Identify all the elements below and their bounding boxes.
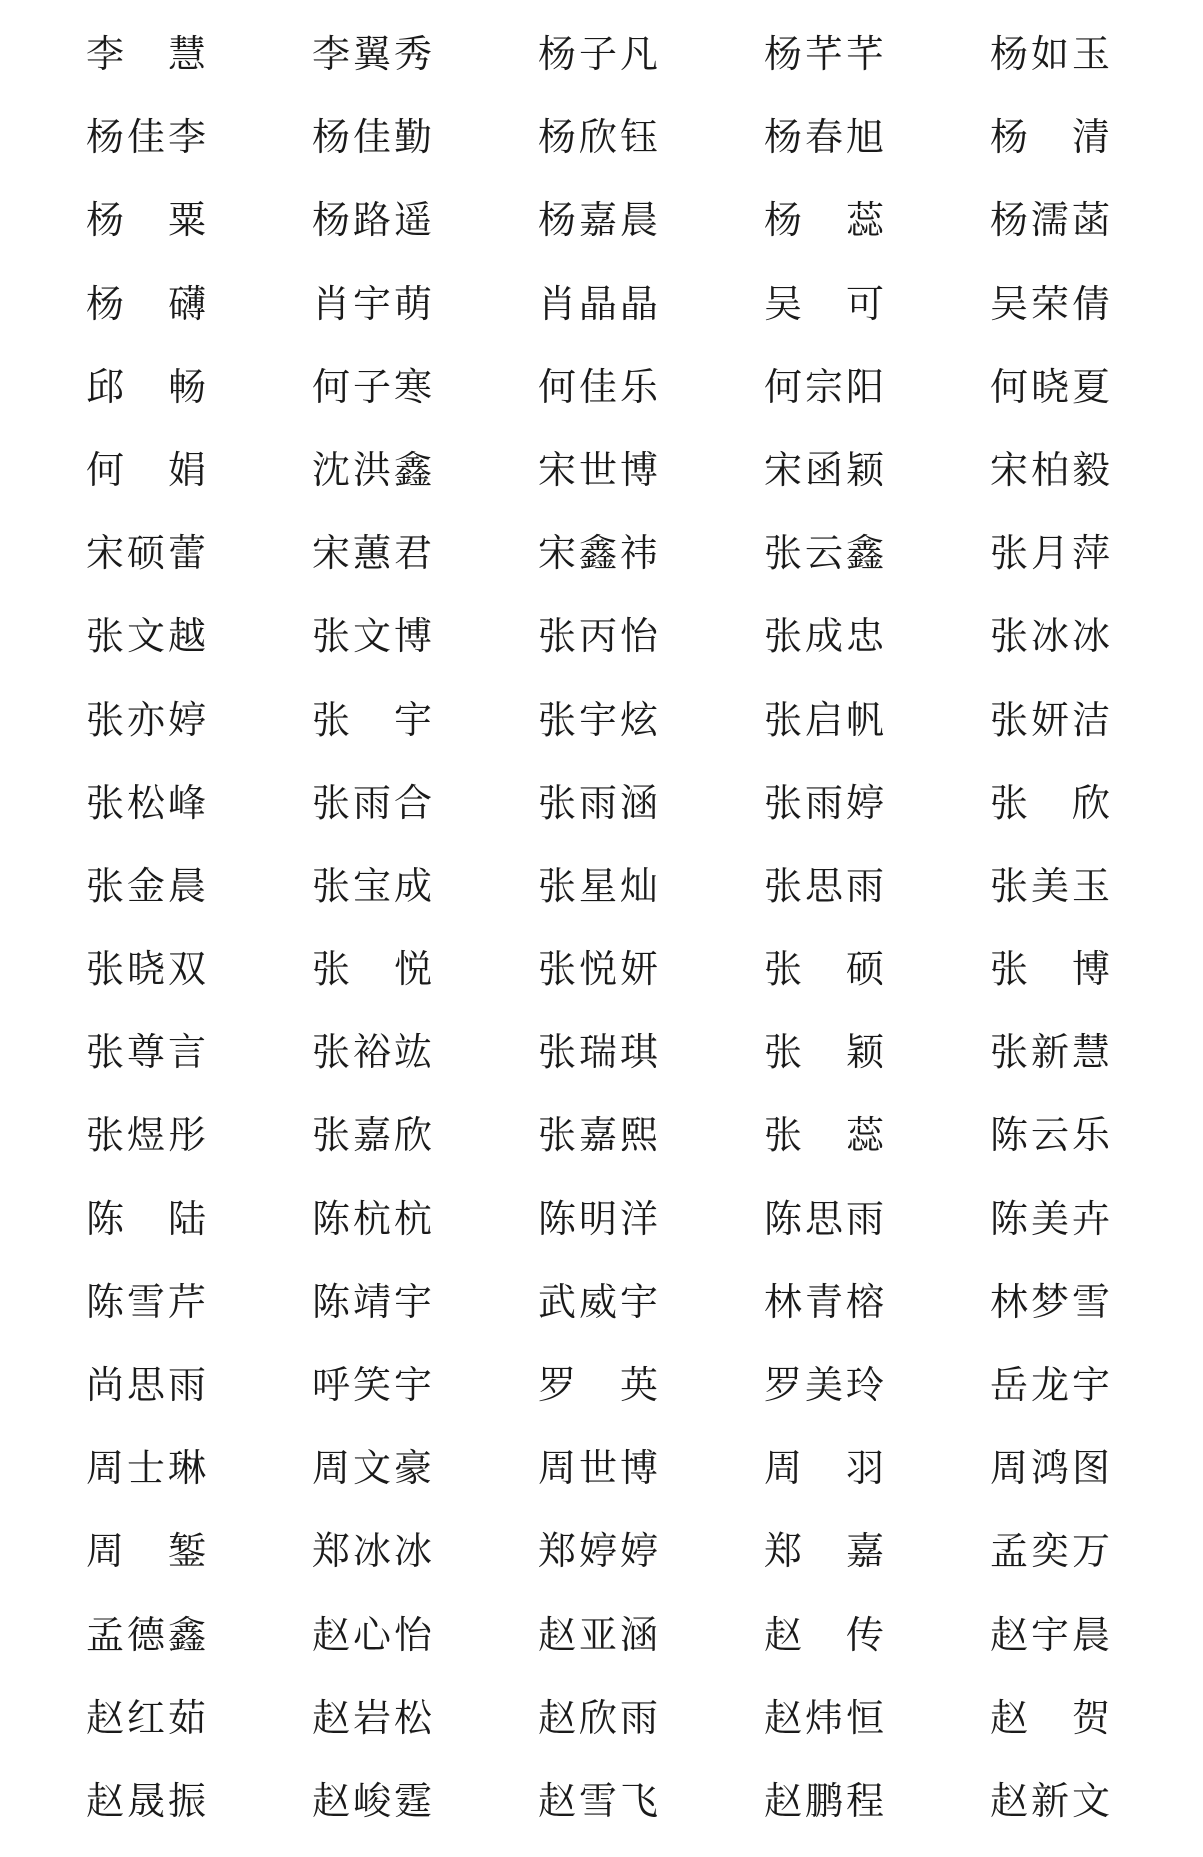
person-name: 杨 芊 芊 <box>764 32 884 76</box>
person-name: 张 丙 怡 <box>538 614 658 659</box>
name-cell <box>312 1441 538 1524</box>
person-name: 杨 佳 李 <box>86 115 206 160</box>
person-name: 周 鸿 图 <box>990 1446 1110 1491</box>
person-name: 杨 嘉 晨 <box>538 198 658 243</box>
name-cell <box>990 1275 1203 1358</box>
person-name: 林 青 榕 <box>764 1279 884 1324</box>
name-cell <box>312 1358 538 1441</box>
person-name: 郑 冰 冰 <box>312 1529 432 1574</box>
person-name: 张 硕 <box>764 947 884 992</box>
person-name: 周 羽 <box>764 1446 884 1491</box>
person-name: 张 悦 <box>312 947 432 992</box>
person-name: 张 月 萍 <box>990 531 1110 576</box>
person-name: 邱 畅 <box>86 364 206 409</box>
name-cell <box>312 1108 538 1191</box>
name-cell <box>764 1275 990 1358</box>
person-name: 赵 传 <box>764 1612 884 1657</box>
person-name: 张 思 雨 <box>764 863 884 908</box>
person-name: 张 宇 炫 <box>538 697 658 742</box>
person-name: 孟 德 鑫 <box>86 1612 206 1657</box>
name-cell <box>538 526 764 609</box>
name-cell <box>538 1358 764 1441</box>
person-name: 李 翼 秀 <box>312 32 432 76</box>
person-name: 周 錾 <box>86 1529 206 1574</box>
name-cell <box>764 1774 990 1857</box>
person-name: 周 文 豪 <box>312 1446 432 1491</box>
name-cell <box>764 27 990 110</box>
person-name: 张 晓 双 <box>86 947 206 992</box>
name-cell <box>86 443 312 526</box>
name-cell <box>312 609 538 692</box>
name-cell <box>990 526 1203 609</box>
name-cell <box>764 193 990 276</box>
name-cell <box>86 1108 312 1191</box>
person-name: 周 士 琳 <box>86 1446 206 1491</box>
person-name: 张 文 博 <box>312 614 432 659</box>
person-name: 张 松 峰 <box>86 780 206 825</box>
name-cell <box>312 360 538 443</box>
person-name: 杨 佳 勤 <box>312 115 432 160</box>
person-name: 赵 新 文 <box>990 1778 1110 1823</box>
name-cell <box>764 942 990 1025</box>
name-cell <box>86 1358 312 1441</box>
name-cell <box>312 1275 538 1358</box>
name-cell <box>86 859 312 942</box>
name-cell <box>990 277 1203 360</box>
name-cell <box>538 1691 764 1774</box>
person-name: 张 颖 <box>764 1030 884 1075</box>
name-cell <box>86 1524 312 1607</box>
name-cell <box>312 27 538 110</box>
name-cell <box>990 1524 1203 1607</box>
person-name: 张 金 晨 <box>86 863 206 908</box>
name-cell <box>538 1774 764 1857</box>
person-name: 罗 英 <box>538 1363 658 1407</box>
person-name: 吴 可 <box>764 281 884 326</box>
person-name: 宋 硕 蕾 <box>86 531 206 576</box>
name-cell <box>990 193 1203 276</box>
person-name: 张 欣 <box>990 780 1110 825</box>
person-name: 何 宗 阳 <box>764 364 884 409</box>
person-name: 杨 清 <box>990 115 1110 160</box>
name-cell <box>86 360 312 443</box>
person-name: 张 雨 合 <box>312 780 432 825</box>
person-name: 张 冰 冰 <box>990 614 1110 659</box>
person-name: 张 成 忠 <box>764 614 884 659</box>
name-cell <box>764 859 990 942</box>
person-name: 杨 欣 钰 <box>538 115 658 160</box>
name-cell <box>312 942 538 1025</box>
person-name: 周 世 博 <box>538 1446 658 1491</box>
name-cell <box>312 277 538 360</box>
person-name: 张 美 玉 <box>990 863 1110 908</box>
person-name: 赵 欣 雨 <box>538 1695 658 1740</box>
person-name: 杨 子 凡 <box>538 32 658 76</box>
person-name: 陈 杭 杭 <box>312 1196 432 1241</box>
name-cell <box>990 110 1203 193</box>
person-name: 肖 晶 晶 <box>538 281 658 326</box>
person-name: 陈 雪 芹 <box>86 1279 206 1324</box>
name-cell <box>312 859 538 942</box>
name-cell <box>538 609 764 692</box>
person-name: 张 文 越 <box>86 614 206 659</box>
name-cell <box>990 609 1203 692</box>
name-cell <box>86 27 312 110</box>
name-cell <box>538 1608 764 1691</box>
person-name: 岳 龙 宇 <box>990 1363 1110 1407</box>
name-cell <box>990 360 1203 443</box>
person-name: 赵 贺 <box>990 1695 1110 1740</box>
person-name: 杨 礴 <box>86 281 206 326</box>
person-name: 宋 世 博 <box>538 447 658 492</box>
name-cell <box>764 1358 990 1441</box>
person-name: 张 新 慧 <box>990 1030 1110 1075</box>
name-cell <box>86 1025 312 1108</box>
person-name: 陈 明 洋 <box>538 1196 658 1241</box>
name-cell <box>990 776 1203 859</box>
person-name: 杨 春 旭 <box>764 115 884 160</box>
name-cell <box>86 526 312 609</box>
person-name: 张 启 帆 <box>764 697 884 742</box>
name-cell <box>86 110 312 193</box>
name-cell <box>990 1608 1203 1691</box>
name-cell <box>86 1441 312 1524</box>
name-cell <box>764 1192 990 1275</box>
person-name: 张 雨 涵 <box>538 780 658 825</box>
name-cell <box>538 1275 764 1358</box>
name-cell <box>86 1275 312 1358</box>
person-name: 赵 峻 霆 <box>312 1778 432 1823</box>
name-cell <box>86 942 312 1025</box>
name-cell <box>538 776 764 859</box>
name-cell <box>538 1025 764 1108</box>
person-name: 赵 心 怡 <box>312 1612 432 1657</box>
person-name: 何 娟 <box>86 447 206 492</box>
person-name: 赵 亚 涵 <box>538 1612 658 1657</box>
person-name: 杨 如 玉 <box>990 32 1110 76</box>
name-cell <box>312 193 538 276</box>
name-cell <box>312 526 538 609</box>
person-name: 陈 美 卉 <box>990 1196 1110 1241</box>
name-cell <box>764 1108 990 1191</box>
name-cell <box>990 1192 1203 1275</box>
name-cell <box>764 693 990 776</box>
person-name: 赵 岩 松 <box>312 1695 432 1740</box>
person-name: 赵 晟 振 <box>86 1778 206 1823</box>
name-cell <box>538 1524 764 1607</box>
name-cell <box>764 277 990 360</box>
person-name: 武 威 宇 <box>538 1279 658 1324</box>
name-cell <box>86 776 312 859</box>
name-cell <box>990 1358 1203 1441</box>
name-cell <box>538 277 764 360</box>
person-name: 宋 函 颖 <box>764 447 884 492</box>
name-cell <box>764 1691 990 1774</box>
person-name: 陈 靖 宇 <box>312 1279 432 1324</box>
person-name: 陈 思 雨 <box>764 1196 884 1241</box>
person-name: 宋 蕙 君 <box>312 531 432 576</box>
person-name: 赵 宇 晨 <box>990 1612 1110 1657</box>
person-name: 杨 粟 <box>86 198 206 243</box>
person-name: 张 雨 婷 <box>764 780 884 825</box>
person-name: 郑 婷 婷 <box>538 1529 658 1574</box>
name-cell <box>86 1774 312 1857</box>
person-name: 郑 嘉 <box>764 1529 884 1574</box>
person-name: 赵 红 茹 <box>86 1695 206 1740</box>
name-cell <box>312 1025 538 1108</box>
person-name: 张 星 灿 <box>538 863 658 908</box>
name-cell <box>764 1524 990 1607</box>
person-name: 张 宝 成 <box>312 863 432 908</box>
name-cell <box>538 110 764 193</box>
name-cell <box>990 942 1203 1025</box>
person-name: 张 嘉 熙 <box>538 1113 658 1158</box>
name-cell <box>764 110 990 193</box>
person-name: 陈 陆 <box>86 1196 206 1241</box>
person-name: 张 嘉 欣 <box>312 1113 432 1158</box>
person-name: 沈 洪 鑫 <box>312 447 432 492</box>
name-cell <box>764 526 990 609</box>
person-name: 林 梦 雪 <box>990 1279 1110 1324</box>
name-cell <box>312 1691 538 1774</box>
person-name: 何 佳 乐 <box>538 364 658 409</box>
name-cell <box>86 1691 312 1774</box>
person-name: 赵 雪 飞 <box>538 1778 658 1823</box>
person-name: 张 悦 妍 <box>538 947 658 992</box>
name-cell <box>764 443 990 526</box>
person-name: 宋 鑫 祎 <box>538 531 658 576</box>
name-cell <box>764 360 990 443</box>
name-cell <box>312 693 538 776</box>
name-cell <box>764 776 990 859</box>
person-name: 何 子 寒 <box>312 364 432 409</box>
name-cell <box>990 443 1203 526</box>
name-cell <box>538 193 764 276</box>
person-name: 张 裕 竑 <box>312 1030 432 1075</box>
person-name: 宋 柏 毅 <box>990 447 1110 492</box>
name-cell <box>990 1108 1203 1191</box>
name-cell <box>86 1608 312 1691</box>
name-cell <box>538 27 764 110</box>
person-name: 罗 美 玲 <box>764 1363 884 1407</box>
person-name: 张 煜 彤 <box>86 1113 206 1158</box>
name-cell <box>990 1691 1203 1774</box>
name-cell <box>990 693 1203 776</box>
person-name: 张 宇 <box>312 697 432 742</box>
name-cell <box>764 1441 990 1524</box>
person-name: 杨 蕊 <box>764 198 884 243</box>
person-name: 何 晓 夏 <box>990 364 1110 409</box>
person-name: 杨 路 遥 <box>312 198 432 243</box>
name-cell <box>538 1441 764 1524</box>
name-cell <box>312 776 538 859</box>
name-cell <box>538 859 764 942</box>
name-cell <box>538 443 764 526</box>
name-cell <box>312 1774 538 1857</box>
person-name: 肖 宇 萌 <box>312 281 432 326</box>
person-name: 张 蕊 <box>764 1113 884 1158</box>
name-cell <box>86 1192 312 1275</box>
name-cell <box>312 110 538 193</box>
name-cell <box>86 609 312 692</box>
name-cell <box>538 360 764 443</box>
name-cell <box>990 27 1203 110</box>
person-name: 李 慧 <box>86 32 206 76</box>
person-name: 张 博 <box>990 947 1110 992</box>
person-name: 张 尊 言 <box>86 1030 206 1075</box>
name-list-grid <box>86 27 1166 1857</box>
name-cell <box>764 609 990 692</box>
person-name: 杨 濡 菡 <box>990 198 1110 243</box>
name-cell <box>312 1192 538 1275</box>
person-name: 吴 荣 倩 <box>990 281 1110 326</box>
name-cell <box>312 443 538 526</box>
name-cell <box>312 1524 538 1607</box>
name-cell <box>990 1025 1203 1108</box>
name-cell <box>764 1608 990 1691</box>
name-cell <box>764 1025 990 1108</box>
person-name: 孟 奕 万 <box>990 1529 1110 1574</box>
person-name: 赵 鹏 程 <box>764 1778 884 1823</box>
name-cell <box>312 1608 538 1691</box>
person-name: 赵 炜 恒 <box>764 1695 884 1740</box>
person-name: 张 妍 洁 <box>990 697 1110 742</box>
person-name: 张 亦 婷 <box>86 697 206 742</box>
person-name: 呼 笑 宇 <box>312 1363 432 1407</box>
name-cell <box>86 193 312 276</box>
person-name: 陈 云 乐 <box>990 1113 1110 1158</box>
name-cell <box>538 693 764 776</box>
person-name: 张 瑞 琪 <box>538 1030 658 1075</box>
name-cell <box>86 277 312 360</box>
person-name: 尚 思 雨 <box>86 1363 206 1407</box>
person-name: 张 云 鑫 <box>764 531 884 576</box>
name-cell <box>538 942 764 1025</box>
name-cell <box>538 1108 764 1191</box>
name-cell <box>86 693 312 776</box>
name-cell <box>990 859 1203 942</box>
name-cell <box>990 1441 1203 1524</box>
name-cell <box>990 1774 1203 1857</box>
name-cell <box>538 1192 764 1275</box>
